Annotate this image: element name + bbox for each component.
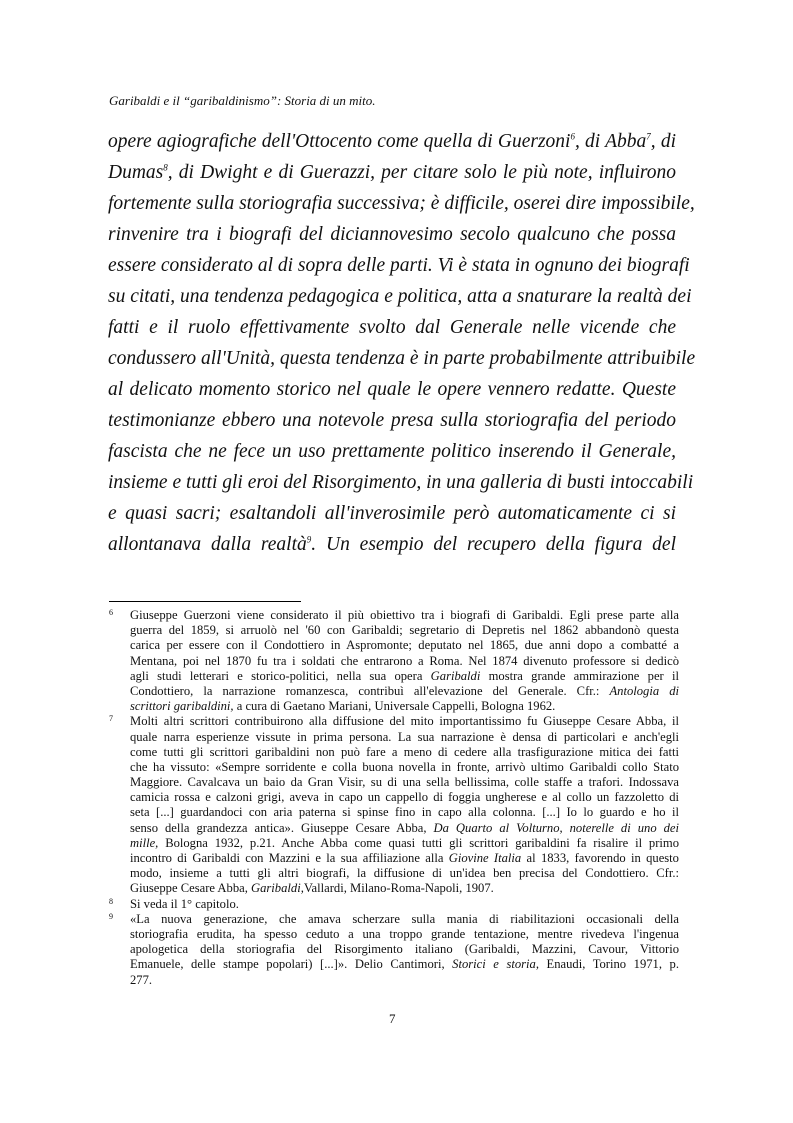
footnote-6 xyxy=(109,608,679,714)
body-line: condussero all'Unità, questa tendenza è in parte probabilmente attribuibile xyxy=(108,348,696,369)
footnotes xyxy=(109,608,679,988)
footnote-line: Si veda il 1° capitolo. xyxy=(130,896,239,911)
footnote-line: 277. xyxy=(130,972,153,987)
footnote-8 xyxy=(109,897,679,912)
footnote-line: quale narra esperienze vissute in prima persona. La sua narrazione è densa di particolari e anch'egli xyxy=(130,729,679,744)
footnote-line: Giuseppe Guerzoni viene considerato il più obiettivo tra i biografi di Garibaldi. Egli prese parte alla xyxy=(130,608,679,622)
body-line: testimonianze ebbero una notevole presa sulla storiografia del periodo xyxy=(108,410,676,431)
footnote-line: modo, insieme a tutti gli altri biografi, la diffusione di un'idea ben precisa del Condottiero. Cfr.: xyxy=(130,866,679,881)
footnote-line: Giuseppe Cesare Abba, Garibaldi,Vallardi, Milano-Roma-Napoli, 1907. xyxy=(130,881,494,896)
footnote-line: che ha vissuto: «Sempre sorridente e colla buona novella in fronte, arrivò ultimo Garibaldi collo Stato xyxy=(130,759,679,774)
footnote-9 xyxy=(109,912,679,988)
footnote-line: mille, Bologna 1932, p.21. Anche Abba come quasi tutti gli scrittori garibaldini fa risalire il primo xyxy=(130,835,679,850)
running-header: Garibaldi e il “garibaldinismo”: Storia di un mito. xyxy=(109,93,376,108)
footnote-line: Mentana, poi nel 1870 fu tra i soldati che entrarono a Roma. Nel 1874 divenuto professore si dedicò xyxy=(130,653,679,668)
footnote-line: «La nuova generazione, che amava scherzare sulla mania di riabilitazioni occasionali della xyxy=(130,911,679,926)
body-line: e quasi sacri; esaltandoli all'inverosimile però automaticamente ci si xyxy=(108,503,676,524)
footnote-line: apologetica della storiografia del Risorgimento italiano (Garibaldi, Mazzini, Cavour, Vittorio xyxy=(130,942,679,957)
footnote-number: 9 xyxy=(109,911,113,921)
body-line: fascista che ne fece un uso prettamente politico inserendo il Generale, xyxy=(108,441,676,462)
body-line: allontanava dalla realtà$^9$. Un esempio del recupero della figura del xyxy=(108,534,676,555)
footnote-line: Molti altri scrittori contribuirono alla diffusione del mito importantissimo fu Giuseppe Cesare Abba, il xyxy=(130,714,679,729)
body-line: insieme e tutti gli eroi del Risorgimento, in una galleria di busti intoccabili xyxy=(108,472,694,493)
body-line: rinvenire tra i biografi del diciannovesimo secolo qualcuno che possa xyxy=(108,224,676,245)
body-line: fortemente sulla storiografia successiva; è difficile, oserei dire impossibile, xyxy=(108,193,695,214)
footnote-line: storiografia erudita, ha spesso ceduto a una troppo grande tentazione, mentre rivedeva l'ingenua xyxy=(130,926,679,941)
body-line: su citati, una tendenza pedagogica e politica, atta a snaturare la realtà dei xyxy=(108,286,692,307)
footnote-line: Maggiore. Cavalcava un baio da Gran Visir, su di una sella bellissima, colle staffe a trafori. Indossava xyxy=(130,775,679,790)
footnote-line: seta [...] guardandoci con aria paterna si spinse fino in capo alla colonna. [...] Io lo guardo e ho il xyxy=(130,805,679,820)
body-line: fatti e il ruolo effettivamente svolto dal Generale nelle vicende che xyxy=(108,317,676,338)
footnote-number: 8 xyxy=(109,896,113,906)
footnote-line: Emanuele, delle stampe popolari) [...]». Delio Cantimori, Storici e storia, Enaudi, Torino 1971, p. xyxy=(130,957,679,972)
body-line: essere considerato al di sopra delle parti. Vi è stata in ognuno dei biografi xyxy=(108,255,690,276)
footnote-line: guerra del 1859, si arruolò nel '60 con Garibaldi; segretario di Depretis nel 1862 abbandonò questa xyxy=(130,623,679,638)
body-line: Dumas$^8$, di Dwight e di Guerazzi, per citare solo le più note, influirono xyxy=(108,162,676,183)
footnote-separator xyxy=(109,601,301,602)
footnote-line: camicia rossa e calzoni grigi, aveva in capo un cappello di foggia ungherese e al collo un fazzoletto di xyxy=(130,790,679,805)
footnote-line: carica per essere con il Condottiero in Aspromonte; deputato nel 1865, due anni dopo a combatté a xyxy=(130,638,679,653)
footnote-7 xyxy=(109,714,679,896)
footnote-line: Condottiero, la narrazione romanzesca, contribuì all'elevazione del Generale. Cfr.: Antologia di xyxy=(130,683,679,698)
footnote-number: 6 xyxy=(109,608,113,617)
footnote-line: come tutti gli scrittori garibaldini non può fare a meno di cedere alla trasfigurazione mitica dei fatti xyxy=(130,744,679,759)
footnote-line: agli studi letterari e storico-politici, nella sua opera Garibaldi mostra grande ammirazione per il xyxy=(130,668,679,683)
body-line: opere agiografiche dell'Ottocento come quella di Guerzoni$^6$, di Abba$^7$, di xyxy=(108,131,676,152)
page-number: 7 xyxy=(389,1011,396,1026)
footnote-line: senso della grandezza antica». Giuseppe Cesare Abba, Da Quarto al Volturno, noterelle di uno dei xyxy=(130,820,679,835)
main-paragraph xyxy=(108,126,696,560)
footnote-line: scrittori garibaldini, a cura di Gaetano Mariani, Universale Cappelli, Bologna 1962. xyxy=(130,699,556,714)
footnote-number: 7 xyxy=(109,714,113,724)
body-line: al delicato momento storico nel quale le opere vennero redatte. Queste xyxy=(108,379,676,400)
footnote-line: incontro di Garibaldi con Mazzini e la sua affiliazione alla Giovine Italia al 1833, favorendo in questo xyxy=(130,851,679,865)
